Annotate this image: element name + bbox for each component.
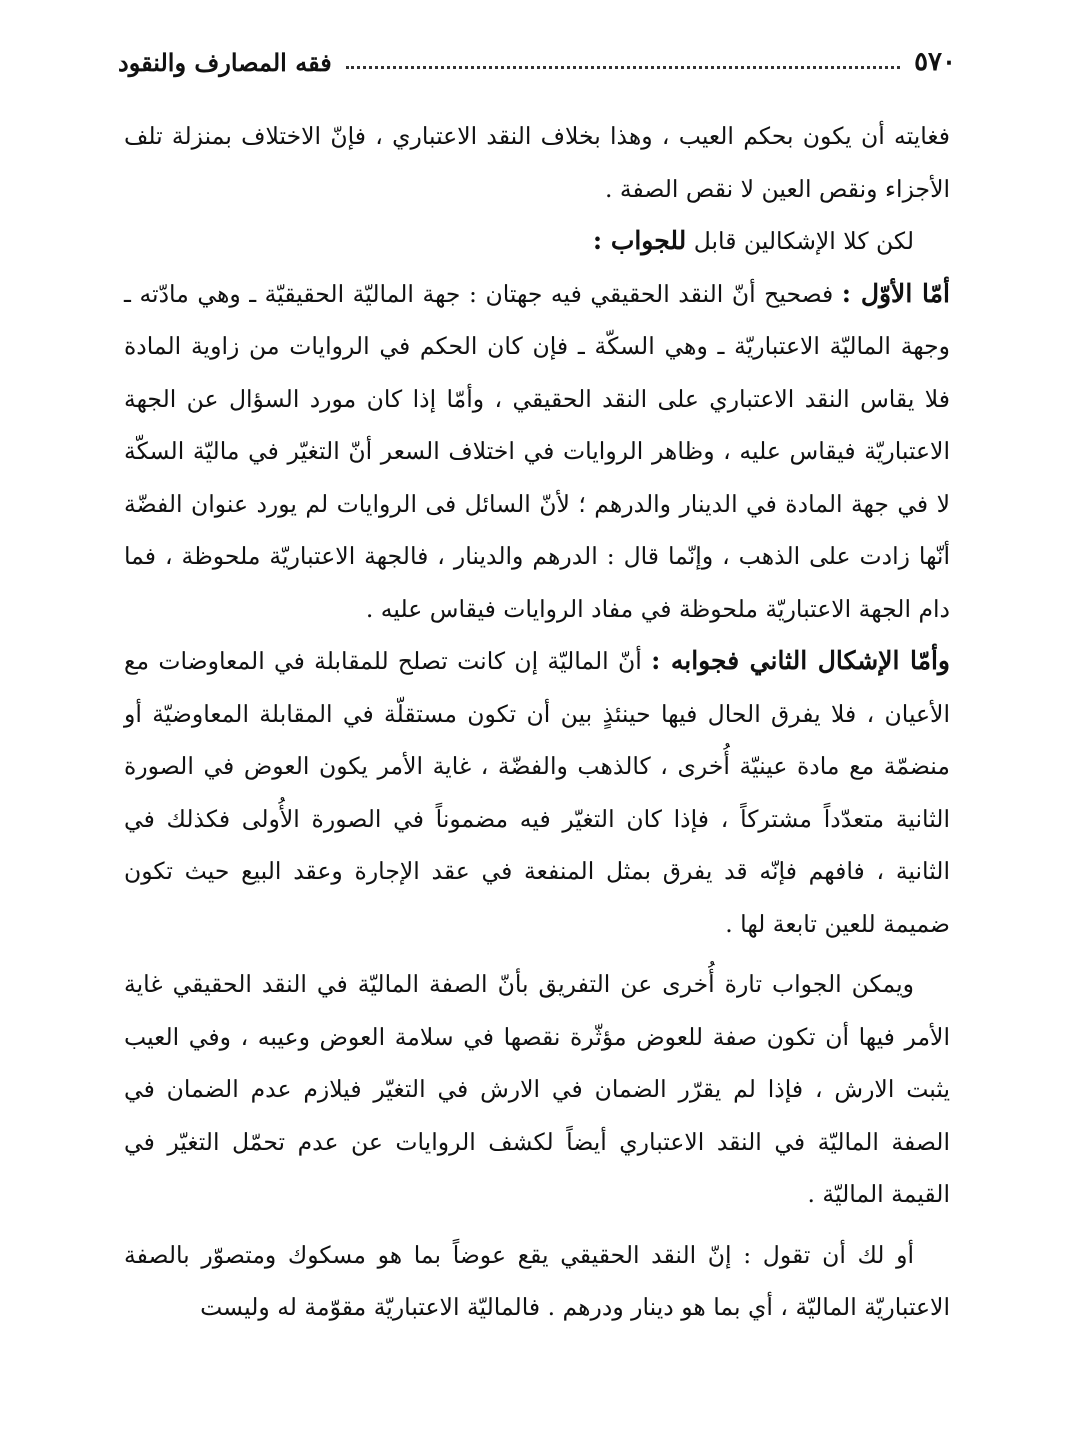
paragraph-text: أو لك أن تقول : إنّ النقد الحقيقي يقع عوضاً بما هو مسكوك ومتصوّر بالصفة الاعتباريّة الماليّة ، أي بما هو دينار ودرهم . فالماليّة الاعتباريّة مقوّمة له وليست (124, 1240, 950, 1321)
paragraph-answer-intro (124, 215, 950, 268)
paragraph-continuation (124, 110, 950, 215)
paragraph-text: فغايته أن يكون بحكم العيب ، وهذا بخلاف النقد الاعتباري ، فإنّ الاختلاف بمنزلة تلف الأجزاء ونقص العين لا نقص الصفة . (124, 122, 950, 203)
paragraph-alternative-answer (124, 958, 950, 1221)
paragraph-text: ويمكن الجواب تارة أُخرى عن التفريق بأنّ الصفة الماليّة في النقد الحقيقي غاية الأمر فيها أن تكون صفة للعوض مؤثّرة نقصها في سلامة العوض وعيبه ، وفي العيب يثبت الارش ، فإذا لم يقرّر الضمان في الارش في التغيّر فيلازم عدم الضمان في الصفة الماليّة في النقد الاعتباري أيضاً لكشف الروايات عن عدم تحمّل التغيّر في القيمة الماليّة . (124, 970, 950, 1208)
bold-term: للجواب : (592, 226, 687, 255)
book-title: فقه المصارف والنقود (118, 47, 332, 77)
running-header (118, 42, 956, 82)
paragraph-text: فصحيح أنّ النقد الحقيقي فيه جهتان : جهة الماليّة الحقيقيّة ـ وهي مادّته ـ وجهة الماليّة الاعتباريّة ـ وهي السكّة ـ فإن كان الحكم في الروايات من زاوية المادة فلا يقاس النقد الاعتباري على النقد الحقيقي ، وأمّا إذا كان مورد السؤال عن الجهة الاعتباريّة فيقاس عليه ، وظاهر الروايات في اختلاف السعر أنّ التغيّر في ماليّة السكّة لا في جهة المادة في الدينار والدرهم ؛ لأنّ السائل فى الروايات لم يورد عنوان الفضّة أنّها زادت على الذهب ، وإنّما قال : الدرهم والدينار ، فالجهة الاعتباريّة ملحوظة ، فما دام الجهة الاعتباريّة ملحوظة في مفاد الروايات فيقاس عليه . (124, 279, 950, 623)
body-text (124, 110, 950, 1410)
bold-lead-in: أمّا الأوّل : (841, 278, 951, 308)
paragraph-second-answer (124, 635, 950, 950)
paragraph-text: لكن كلا الإشكالين قابل (686, 227, 914, 255)
page-number: ٥٧٠ (914, 47, 956, 77)
paragraph-first-answer (124, 268, 950, 636)
paragraph-text: أنّ الماليّة إن كانت تصلح للمقابلة في المعاوضات مع الأعيان ، فلا يفرق الحال فيها حينئذٍ بين أن تكون مستقلّة في المقابلة المعاوضيّة أو منضمّة مع مادة عينيّة أُخرى ، كالذهب والفضّة ، غاية الأمر يكون العوض في الصورة الثانية متعدّداً مشتركاً ، فإذا كان التغيّر فيه مضموناً في الصورة الأُولى فكذلك في الثانية ، فافهم فإنّه قد يفرق بمثل المنفعة في عقد الإجارة وعقد البيع حيث تكون ضميمة للعين تابعة لها . (124, 647, 950, 938)
header-leader-dots (346, 64, 900, 69)
bold-lead-in: وأمّا الإشكال الثاني فجوابه : (651, 646, 950, 675)
paragraph-third-answer (124, 1229, 950, 1334)
